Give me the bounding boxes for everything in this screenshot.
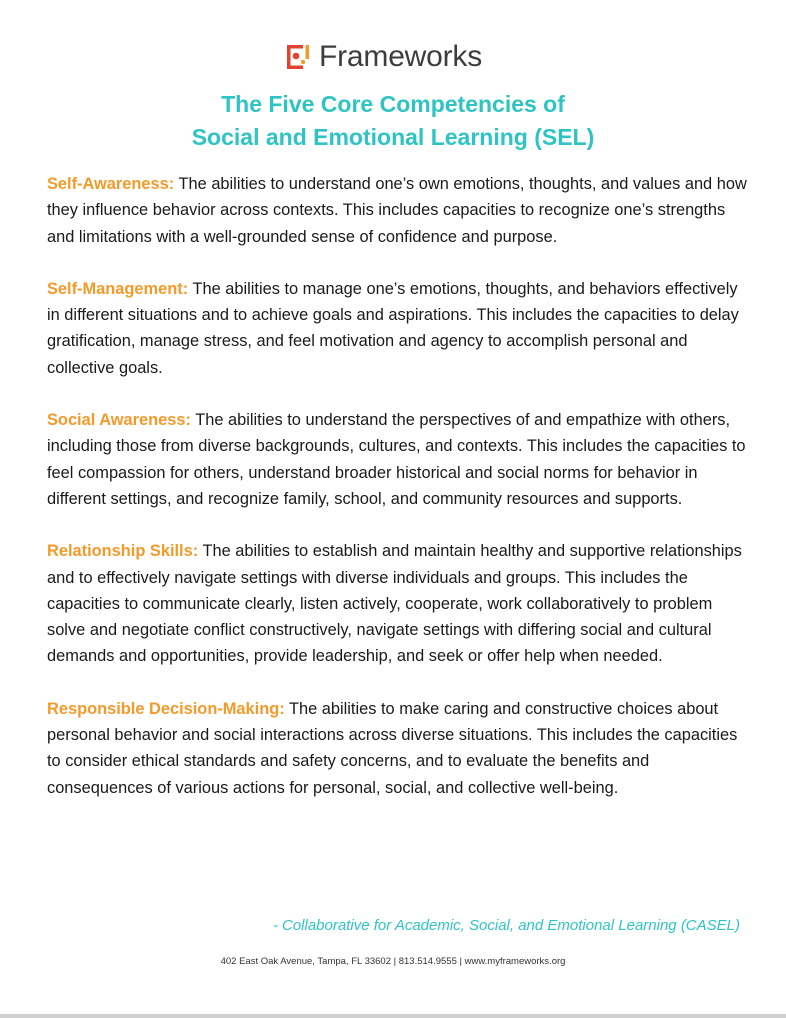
competency-term: Responsible Decision-Making: [47, 699, 285, 718]
competency-responsible-decision-making [47, 696, 747, 801]
competency-term: Self-Management: [47, 279, 189, 298]
competency-description: The abilities to manage one’s emotions, thoughts, and behaviors effectively in different situations and to achieve goals and aspirations. This includes the capacities to delay gratification, manage stress, and feel motivation and agency to accomplish personal and collective goals. [47, 279, 739, 377]
competency-self-awareness [47, 171, 747, 250]
logo-wordmark: Frameworks [319, 40, 483, 73]
footer-contact: 402 East Oak Avenue, Tampa, FL 33602 | 813.514.9555 | www.myframeworks.org [220, 956, 566, 967]
competency-description: The abilities to understand one’s own emotions, thoughts, and values and how they influence behavior across contexts. This includes capacities to recognize one’s strengths and limitations with a well-grounded sense of confidence and purpose. [47, 175, 747, 246]
page-title [0, 88, 786, 154]
competency-term: Relationship Skills: [47, 542, 199, 561]
title-line-1: The Five Core Competencies of [221, 91, 565, 117]
competency-description: The abilities to make caring and constructive choices about personal behavior and social interactions across diverse situations. This includes the capacities to consider ethical standards and safety concerns, and to evaluate the benefits and consequences of various actions for personal, social, and collective well-being. [47, 699, 738, 797]
competency-social-awareness [47, 407, 747, 512]
attribution: - Collaborative for Academic, Social, and Emotional Learning (CASEL) [272, 917, 740, 934]
competency-description: The abilities to establish and maintain healthy and supportive relationships and to effectively navigate settings with diverse individuals and groups. This includes the capacities to communicate clearly, listen actively, cooperate, work collaboratively to problem solve and negotiate conflict constructively, navigate settings with differing social and cultural demands and opportunities, provide leadership, and seek or offer help when needed. [47, 542, 742, 666]
competency-description: The abilities to understand the perspectives of and empathize with others, including those from diverse backgrounds, cultures, and contexts. This includes the capacities to feel compassion for others, understand broader historical and social norms for behavior in different settings, and recognize family, school, and community resources and supports. [47, 411, 746, 508]
title-line-2: Social and Emotional Learning (SEL) [191, 124, 595, 150]
competency-relationship-skills [47, 538, 747, 669]
competency-term: Self-Awareness: [47, 175, 175, 193]
frameworks-logo-icon [285, 42, 313, 72]
competency-self-management [47, 276, 747, 381]
competency-list [47, 171, 747, 827]
frameworks-logo [285, 42, 482, 72]
competency-term: Social Awareness: [47, 411, 191, 430]
page-edge [0, 1014, 786, 1018]
